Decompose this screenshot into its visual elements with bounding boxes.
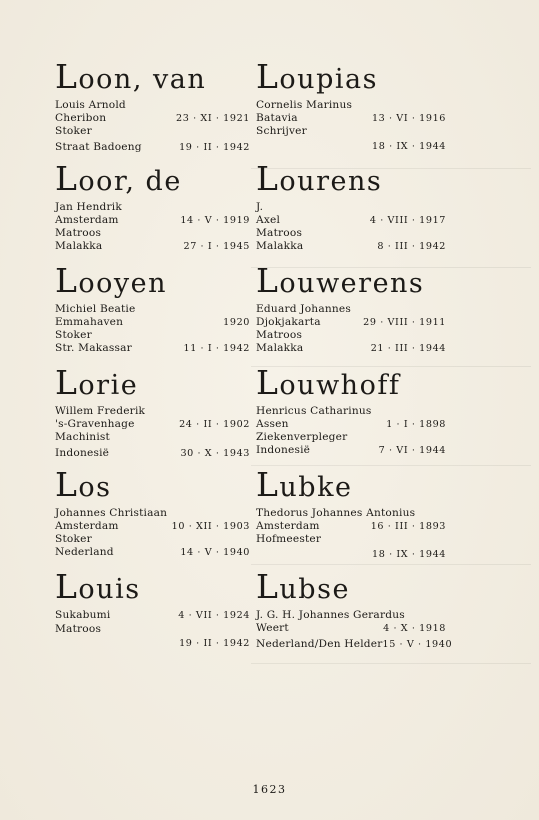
rank-row [55, 227, 250, 240]
birth-row [256, 622, 446, 636]
surname-heading: Loor, de [55, 159, 182, 198]
birth-place: Batavia [256, 111, 298, 124]
birth-place: Amsterdam [55, 519, 119, 532]
death-date: 21 · III · 1944 [370, 342, 446, 354]
rank-row [55, 431, 250, 444]
death-place: Indonesië [256, 443, 311, 456]
death-date: 18 · IX · 1944 [372, 140, 446, 152]
death-date: 19 · II · 1942 [179, 638, 250, 649]
given-names: Cornelis Marinus [256, 99, 353, 111]
death-date: 7 · VI · 1944 [378, 444, 446, 456]
birth-date: 4 · VIII · 1917 [369, 214, 446, 226]
name-entry [256, 465, 446, 572]
death-row [55, 638, 250, 651]
death-date: 8 · III · 1942 [377, 240, 446, 252]
birth-row [256, 520, 446, 534]
rank-row [55, 329, 250, 342]
name-entry [55, 57, 250, 164]
birth-date: 24 · II · 1902 [179, 418, 250, 430]
name-entry [256, 567, 453, 674]
death-place: Malakka [256, 239, 304, 252]
death-date: 14 · V · 1940 [180, 546, 250, 558]
death-row [55, 447, 250, 461]
birth-date: 4 · X · 1918 [383, 622, 446, 634]
right-column [256, 57, 453, 674]
given-names: Eduard Johannes [256, 303, 351, 315]
birth-place: Emmahaven [55, 315, 124, 328]
given-names: J. [256, 201, 264, 213]
rank: Stoker [55, 125, 92, 137]
given-names-row [55, 99, 250, 112]
birth-place: Axel [256, 213, 281, 226]
name-entry [256, 57, 446, 164]
death-place: Indonesië [55, 446, 110, 459]
death-place: Nederland [55, 545, 114, 558]
death-place: Malakka [55, 239, 103, 252]
surname-heading: Louis [55, 567, 141, 606]
name-entry [55, 261, 250, 368]
birth-place: Amsterdam [55, 213, 119, 226]
given-names-row [256, 405, 446, 418]
rank: Matroos [55, 622, 102, 635]
surname-heading: Lubse [256, 567, 350, 606]
death-row [55, 141, 250, 155]
birth-row [256, 316, 446, 330]
death-row [55, 342, 250, 356]
surname-heading: Looyen [55, 261, 168, 300]
name-entry [55, 465, 250, 572]
rank: Stoker [55, 329, 92, 341]
birth-row [256, 214, 446, 228]
rank-row [256, 125, 446, 138]
rank-row [55, 533, 250, 546]
given-names-row [256, 507, 446, 520]
death-date: 18 · IX · 1944 [372, 548, 446, 560]
birth-row [55, 112, 250, 126]
birth-place: Amsterdam [256, 519, 320, 532]
birth-place: Sukabumi [55, 609, 111, 621]
rank: Ziekenverpleger [256, 431, 348, 443]
birth-date: 29 · VIII · 1911 [363, 316, 446, 328]
given-names: Willem Frederik [55, 405, 146, 417]
birth-date: 4 · VII · 1924 [178, 610, 250, 621]
birth-place: Cheribon [55, 111, 107, 124]
birth-place: 's-Gravenhage [55, 417, 135, 430]
name-entry [55, 363, 250, 470]
birth-date: 10 · XII · 1903 [171, 520, 250, 532]
birth-row [55, 418, 250, 432]
rank-row [256, 431, 446, 444]
death-date: 15 · V · 1940 [382, 639, 453, 650]
birth-date: 1920 [223, 316, 250, 328]
given-names-row [55, 201, 250, 214]
given-names: Henricus Catharinus [256, 405, 372, 417]
given-names-row [256, 99, 446, 112]
given-names: Johannes Christiaan [55, 507, 168, 519]
rank-row [55, 125, 250, 138]
rank: Matroos [256, 329, 303, 341]
birth-place: Djokjakarta [256, 315, 321, 328]
given-names: Louis Arnold [55, 99, 126, 111]
name-entry [256, 261, 446, 368]
death-date: 30 · X · 1943 [180, 447, 250, 459]
rank-row [55, 623, 250, 636]
rank-row [256, 329, 446, 342]
name-entry [256, 363, 446, 470]
death-date: 19 · II · 1942 [179, 141, 250, 153]
birth-place: Weert [256, 621, 289, 634]
death-row [256, 141, 446, 154]
birth-date: 13 · VI · 1916 [371, 112, 446, 124]
given-names-row [256, 201, 446, 214]
name-entry [55, 567, 250, 674]
death-place: Straat Badoeng [55, 140, 142, 153]
birth-date: 23 · XI · 1921 [176, 112, 250, 124]
rank: Hofmeester [256, 533, 322, 545]
birth-date: 1 · I · 1898 [386, 418, 446, 430]
given-names-row [256, 303, 446, 316]
death-place: Str. Makassar [55, 341, 132, 354]
rank-row [256, 227, 446, 240]
given-names: Jan Hendrik [55, 201, 122, 213]
name-entry [55, 159, 250, 266]
given-names: Michiel Beatie [55, 303, 136, 315]
surname-heading: Louwhoff [256, 363, 401, 402]
given-names-row [256, 609, 446, 622]
death-place: Malakka [256, 341, 304, 354]
surname-heading: Lubke [256, 465, 353, 504]
death-row [55, 240, 250, 254]
birth-place: Assen [256, 417, 289, 430]
surname-heading: Lourens [256, 159, 383, 198]
birth-row [55, 520, 250, 534]
rank-row [256, 533, 446, 546]
birth-row [256, 418, 446, 432]
death-place: Nederland/Den Helder [256, 638, 383, 650]
rank: Machinist [55, 431, 111, 443]
death-date: 11 · I · 1942 [183, 342, 250, 354]
surname-heading: Lorie [55, 363, 139, 402]
surname-heading: Loupias [256, 57, 378, 96]
death-row [256, 342, 446, 356]
left-column [55, 57, 250, 674]
death-row [256, 444, 446, 458]
birth-date: 14 · V · 1919 [180, 214, 250, 226]
rank: Matroos [55, 227, 102, 239]
surname-heading: Louwerens [256, 261, 425, 300]
given-names: Thedorus Johannes Antonius [256, 507, 416, 519]
rank: Stoker [55, 533, 92, 545]
death-row [55, 546, 250, 560]
given-names-row [55, 303, 250, 316]
rank: Schrijver [256, 125, 307, 137]
surname-heading: Loon, van [55, 57, 207, 96]
given-names-row [55, 507, 250, 520]
death-row [256, 240, 446, 254]
given-names-row [55, 405, 250, 418]
given-names: J. G. H. Johannes Gerardus [256, 609, 405, 621]
surname-heading: Los [55, 465, 112, 504]
death-row [256, 549, 446, 562]
death-date: 27 · I · 1945 [183, 240, 250, 252]
birth-row [256, 112, 446, 126]
name-entry [256, 159, 446, 266]
rank: Matroos [256, 227, 303, 239]
birth-row [55, 214, 250, 228]
death-row [256, 638, 453, 652]
birth-row [55, 316, 250, 330]
birth-date: 16 · III · 1893 [370, 520, 446, 532]
page-number: 1623 [252, 783, 287, 796]
birth-row [55, 609, 250, 623]
